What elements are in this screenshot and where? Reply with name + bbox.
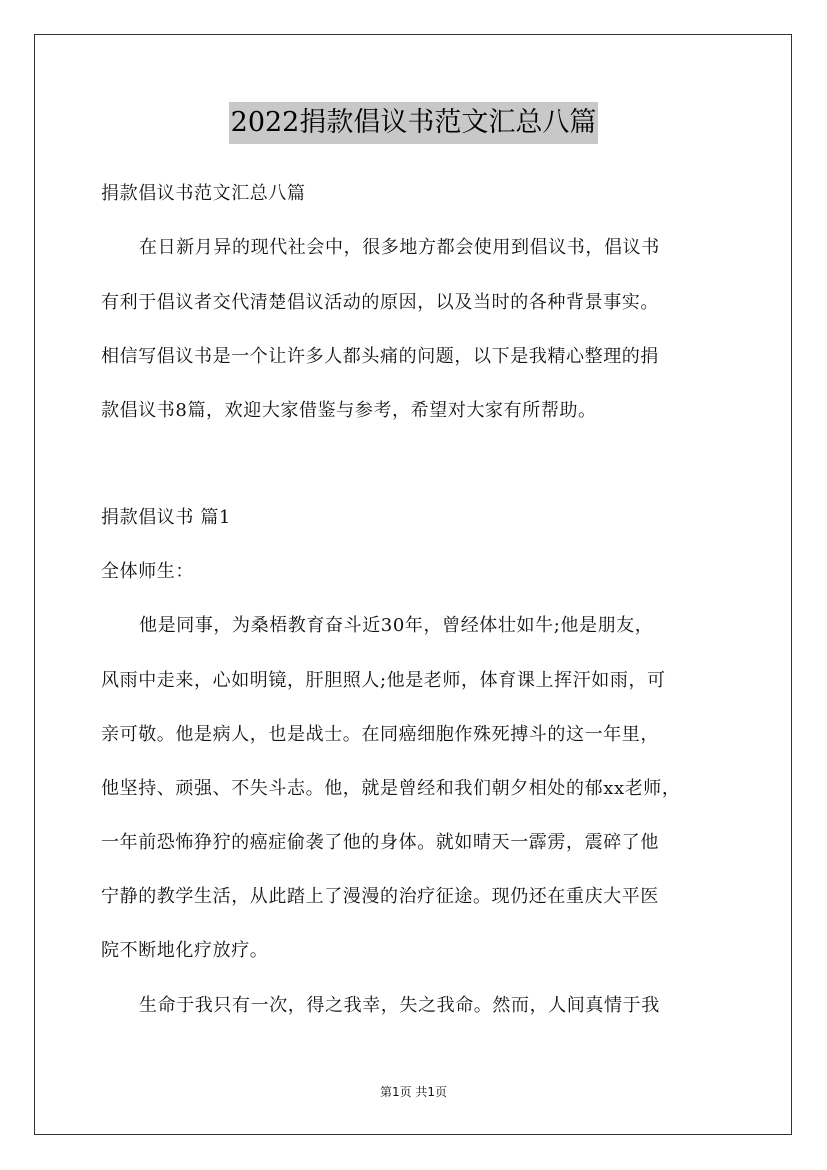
- document-subtitle: 捐款倡议书范文汇总八篇: [101, 183, 306, 204]
- page-number-footer: 第1页 共1页: [379, 1085, 448, 1099]
- body-line-2: 风雨中走来，心如明镜，肝胆照人;他是老师，体育课上挥汗如雨，可: [101, 670, 666, 691]
- intro-line-1: 在日新月异的现代社会中，很多地方都会使用到倡议书，倡议书: [139, 237, 660, 258]
- section-heading: 捐款倡议书 篇1: [101, 507, 231, 528]
- body-line-3: 亲可敬。他是病人，也是战士。在同癌细胞作殊死搏斗的这一年里，: [101, 724, 659, 745]
- closing-line: 生命于我只有一次，得之我幸，失之我命。然而，人间真情于我: [139, 995, 660, 1016]
- intro-line-3: 相信写倡议书是一个让许多人都头痛的问题，以下是我精心整理的捐: [101, 346, 659, 367]
- salutation: 全体师生：: [101, 561, 194, 582]
- body-line-7: 院不断地化疗放疗。: [101, 940, 269, 961]
- body-line-5: 一年前恐怖狰狞的癌症偷袭了他的身体。就如晴天一霹雳，震碎了他: [101, 832, 659, 853]
- body-line-4: 他坚持、顽强、不失斗志。他，就是曾经和我们朝夕相处的郁xx老师，: [101, 778, 681, 799]
- intro-line-4: 款倡议书8篇，欢迎大家借鉴与参考，希望对大家有所帮助。: [101, 400, 597, 421]
- body-line-1: 他是同事，为桑梧教育奋斗近30年，曾经体壮如牛;他是朋友，: [139, 615, 654, 636]
- document-title: 2022捐款倡议书范文汇总八篇: [229, 102, 599, 144]
- intro-line-2: 有利于倡议者交代清楚倡议活动的原因，以及当时的各种背景事实。: [101, 292, 659, 313]
- body-line-6: 宁静的教学生活，从此踏上了漫漫的治疗征途。现仍还在重庆大平医: [101, 886, 659, 907]
- title-container: [0, 102, 827, 144]
